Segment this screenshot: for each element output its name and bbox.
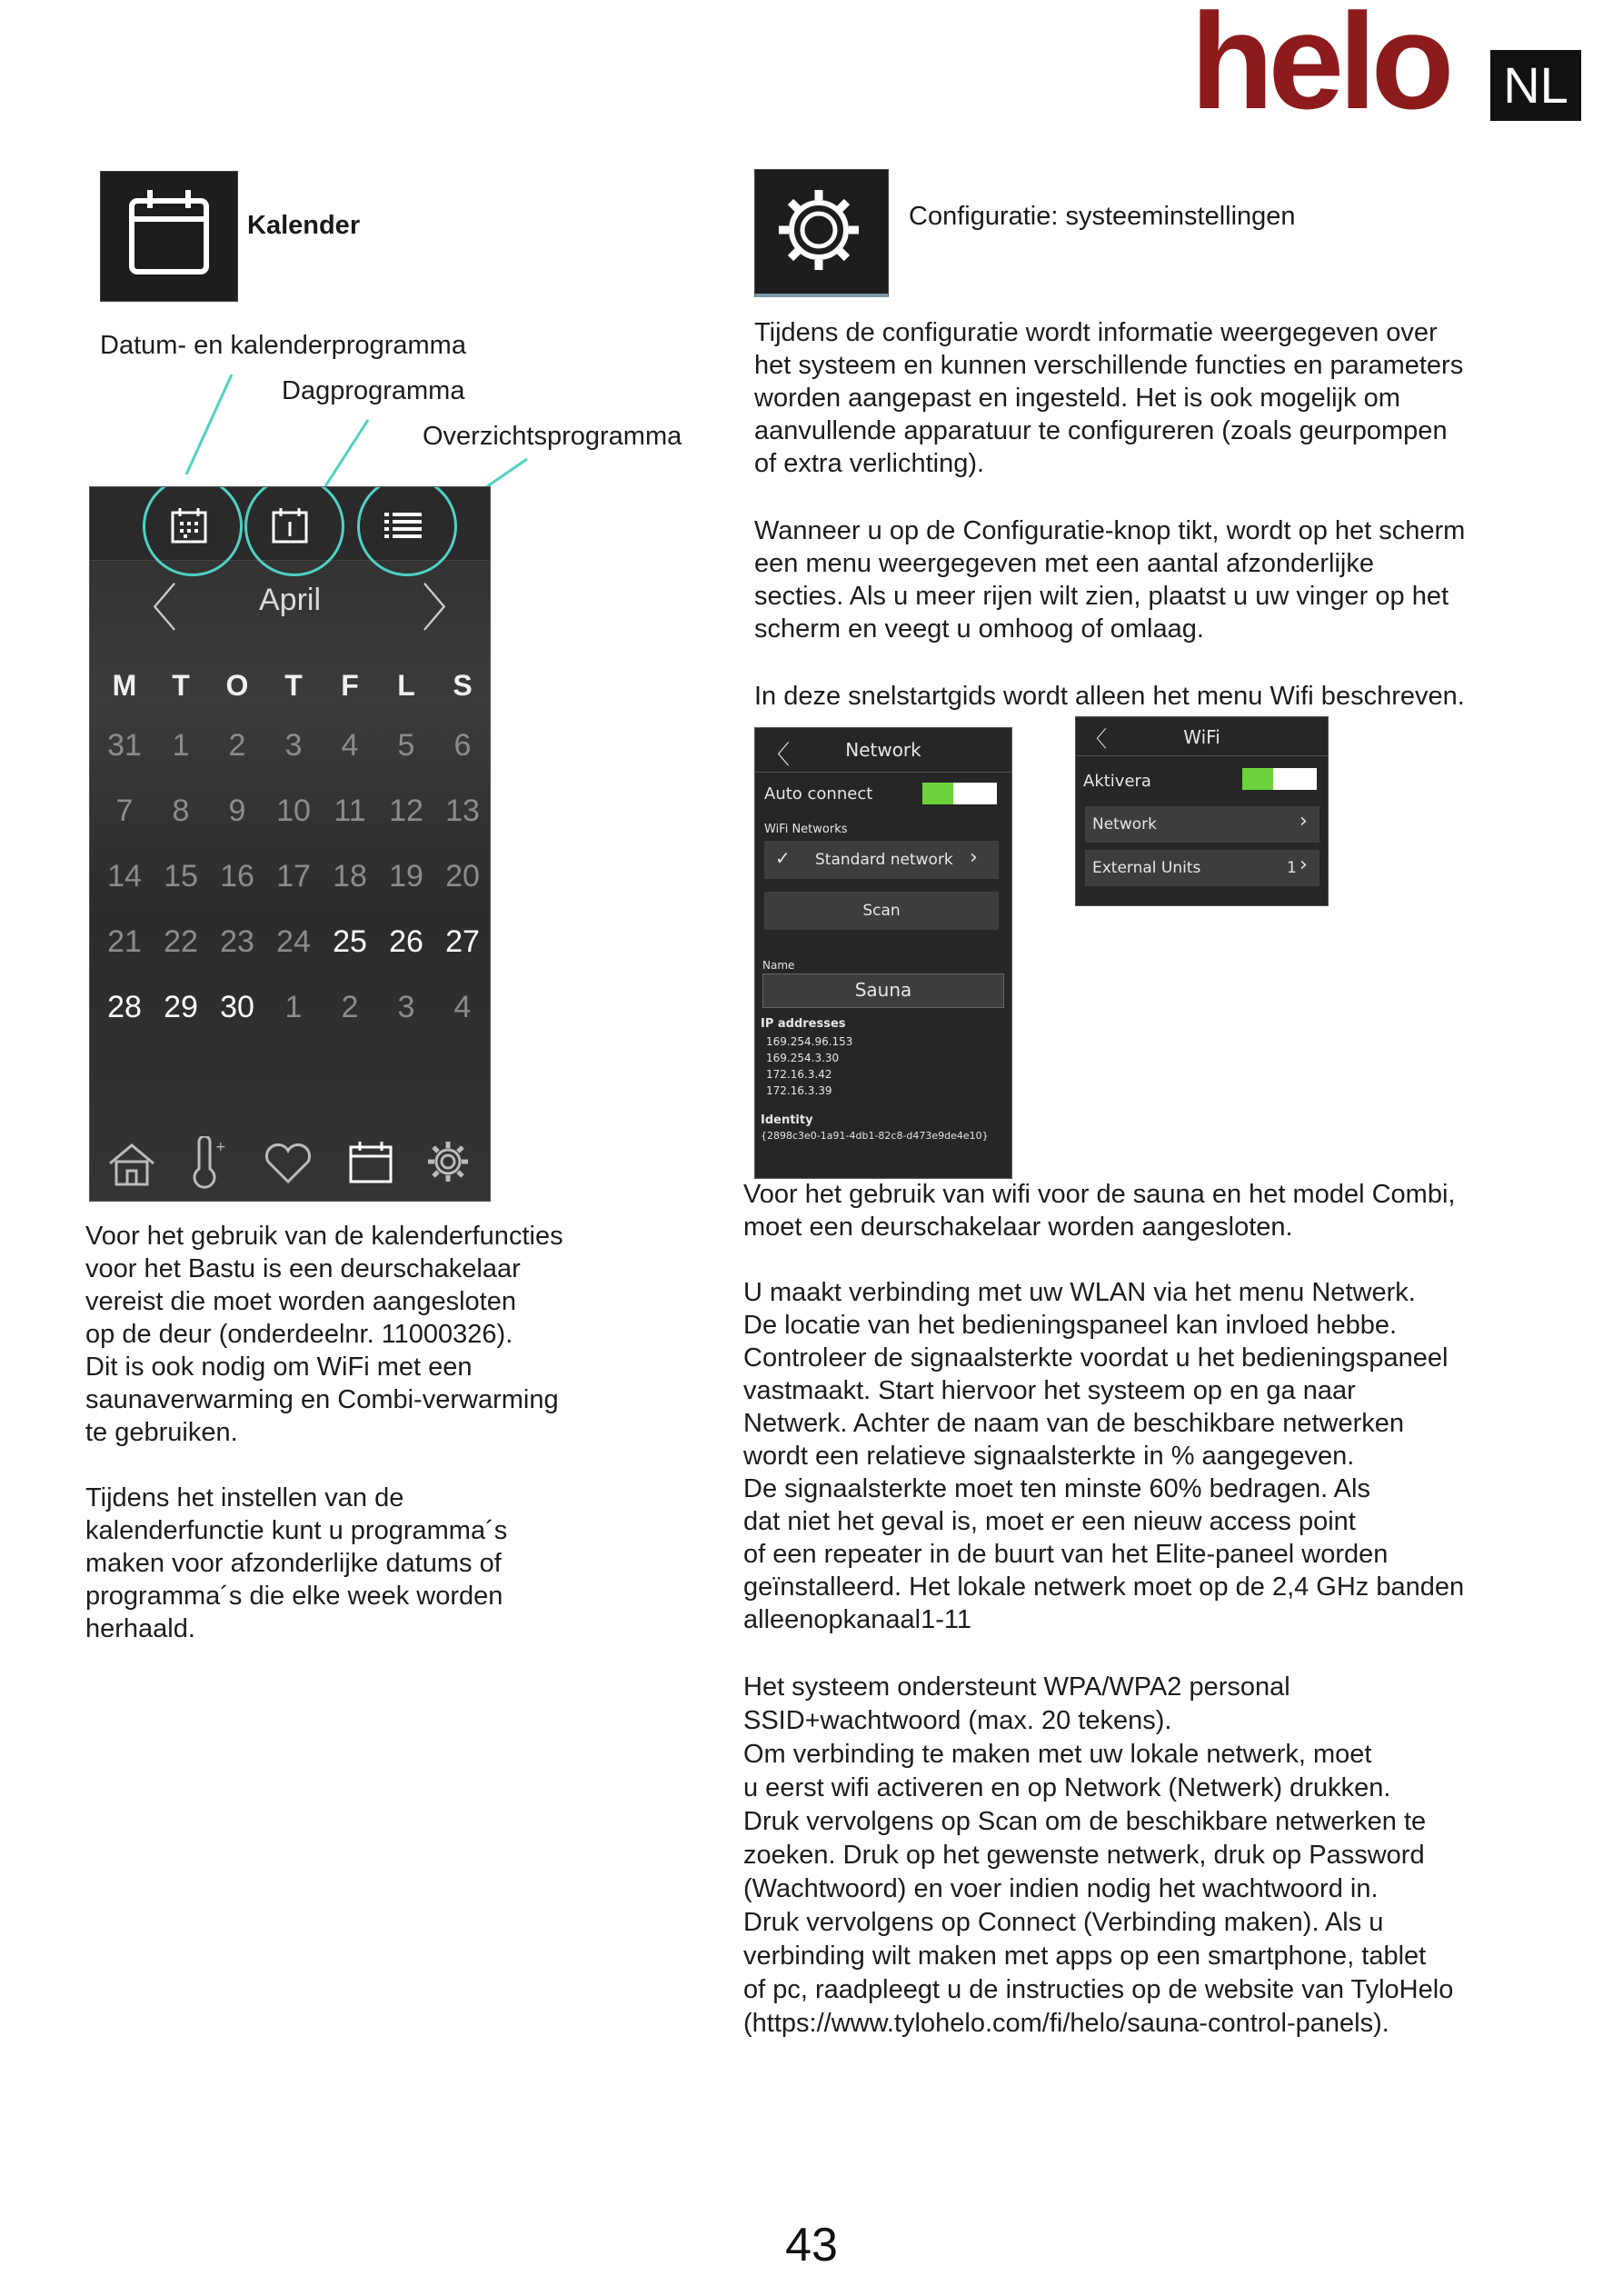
label-date-program: Datum- en kalenderprogramma — [100, 331, 466, 360]
check-icon: ✓ — [775, 847, 791, 869]
calendar-day[interactable]: 30 — [220, 990, 254, 1024]
brand-logo: helo — [1190, 0, 1449, 137]
weekday-label: S — [453, 669, 473, 702]
calendar-day[interactable]: 13 — [445, 794, 480, 828]
calendar-day[interactable]: 19 — [389, 859, 423, 893]
scan-button[interactable] — [764, 892, 999, 930]
calendar-icon[interactable] — [347, 1138, 394, 1190]
calendar-day[interactable]: 26 — [389, 924, 423, 959]
ip-address: 172.16.3.39 — [766, 1084, 832, 1097]
weekday-label: M — [112, 669, 137, 702]
label-day-program: Dagprogramma — [282, 376, 465, 405]
calendar-day[interactable]: 21 — [107, 924, 142, 959]
calendar-paragraph-2: Tijdens het instellen van de kalenderfunctie kunt u programma´s maken voor afzonderlijke datums of programma´s die elke week worden herhaald. — [85, 1483, 508, 1643]
ip-list — [766, 1033, 852, 1099]
calendar-day[interactable]: 27 — [445, 924, 480, 959]
calendar-day[interactable]: 12 — [389, 794, 423, 828]
calendar-day[interactable]: 28 — [107, 990, 142, 1024]
ip-address: 172.16.3.42 — [766, 1068, 832, 1081]
external-units-label: External Units — [1092, 859, 1201, 877]
network-screen — [754, 727, 1012, 1179]
calendar-day[interactable]: 1 — [284, 990, 303, 1024]
calendar-day[interactable]: 23 — [220, 924, 254, 959]
label-overview-program: Overzichtsprogramma — [423, 422, 682, 451]
page-number: 43 — [785, 2219, 838, 2271]
calendar-day[interactable]: 9 — [228, 794, 246, 828]
wifi-screen — [1075, 716, 1329, 906]
scan-label: Scan — [862, 902, 901, 920]
weekday-label: L — [397, 669, 415, 702]
toggle-on-indicator — [1242, 768, 1273, 790]
standard-network-row[interactable] — [764, 841, 999, 879]
config-paragraph-1: Tijdens de configuratie wordt informatie weergegeven over het systeem en kunnen verschillende functies en parameters worden aangepast en ingesteld. Het is ook mogelijk om aanvullende apparatuur te configureren (zoals geurpompen of extra verlichting). — [754, 318, 1464, 478]
calendar-day[interactable]: 25 — [333, 924, 367, 959]
wifi-title: WiFi — [1183, 726, 1220, 748]
day-program-highlight — [244, 486, 344, 576]
weekday-label: O — [225, 669, 249, 702]
calendar-day[interactable]: 10 — [276, 794, 311, 828]
name-value: Sauna — [854, 979, 912, 1001]
config-paragraph-3: In deze snelstartgids wordt alleen het menu Wifi beschreven. — [754, 682, 1465, 711]
weekday-label: T — [172, 669, 190, 702]
wifi-networks-label: WiFi Networks — [764, 823, 848, 836]
back-button[interactable]: 〈 — [764, 740, 791, 770]
wifi-toggle[interactable] — [1242, 768, 1317, 790]
callout-lines — [0, 0, 727, 564]
calendar-day[interactable]: 4 — [453, 990, 472, 1024]
toggle-on-indicator — [922, 783, 953, 804]
standard-network-label: Standard network — [815, 851, 953, 869]
identity-value: {2898c3e0-1a91-4db1-82c8-d473e9de4e10} — [761, 1130, 989, 1142]
home-icon[interactable] — [106, 1142, 157, 1192]
chevron-right-icon: › — [1299, 854, 1308, 876]
gear-icon[interactable] — [424, 1138, 472, 1190]
aktivera-label: Aktivera — [1083, 772, 1151, 791]
calendar-day[interactable]: 24 — [276, 924, 311, 959]
back-button[interactable]: 〈 — [1085, 726, 1107, 752]
chevron-right-icon: › — [1299, 810, 1308, 833]
ip-address: 169.254.96.153 — [766, 1035, 853, 1048]
calendar-day[interactable]: 18 — [333, 859, 367, 893]
bottom-nav — [90, 1123, 490, 1201]
calendar-day[interactable]: 11 — [334, 794, 366, 828]
thermometer-icon[interactable] — [190, 1136, 226, 1193]
calendar-day[interactable]: 16 — [220, 859, 254, 893]
network-label: Network — [1092, 815, 1157, 834]
month-label: April — [258, 583, 322, 617]
name-field[interactable] — [762, 973, 1004, 1008]
heart-icon[interactable] — [263, 1143, 314, 1190]
calendar-day[interactable]: 17 — [276, 859, 311, 893]
wifi-paragraph-2: U maakt verbinding met uw WLAN via het menu Netwerk. De locatie van het bedieningspaneel kan invloed hebbe. Controleer de signaalsterkte voordat u het bedieningspaneel vastmaakt. Start hiervoor het systeem op en ga naar Netwerk. Achter de naam van de beschikbare netwerken wordt een relatieve signaalsterkte in % aangegeven. De signaalsterkte moet ten minste 60% bedragen. Als dat niet het geval is, moet er een nieuw access point of een repeater in de buurt van het Elite-paneel worden geïnstalleerd. Het lokale netwerk moet op de 2,4 GHz banden alleenopkanaal1-11 — [743, 1278, 1465, 1634]
ip-address: 169.254.3.30 — [766, 1052, 840, 1064]
calendar-day[interactable]: 5 — [397, 728, 415, 763]
calendar-day[interactable]: 1 — [172, 728, 190, 763]
prev-month-button[interactable]: 〈 — [126, 580, 177, 639]
calendar-day[interactable]: 22 — [164, 924, 198, 959]
network-title: Network — [845, 739, 921, 761]
chevron-right-icon: › — [970, 846, 978, 869]
calendar-day[interactable]: 2 — [228, 728, 246, 763]
external-units-row[interactable] — [1085, 850, 1319, 886]
calendar-day[interactable]: 3 — [284, 728, 303, 763]
calendar-day[interactable]: 6 — [453, 728, 472, 763]
calendar-day[interactable]: 14 — [107, 859, 142, 893]
svg-text:+: + — [215, 1140, 226, 1154]
calendar-day[interactable]: 20 — [445, 859, 480, 893]
wifi-paragraph-3: Het systeem ondersteunt WPA/WPA2 personal SSID+wachtwoord (max. 20 tekens). Om verbinding te maken met uw lokale netwerk, moet u eerst wifi activeren en op Network (Netwerk) drukken. Druk vervolgens op Scan om de beschikbare netwerken te zoeken. Druk op het gewenste netwerk, druk op Password (Wachtwoord) en voer indien nodig het wachtwoord in. Druk vervolgens op Connect (Verbinding maken). Als u verbinding wilt maken met apps op een smartphone, tablet of pc, raadpleegt u de instructies op de website van TyloHelo (https://www.tylohelo.com/fi/helo/sauna-control-panels). — [743, 1672, 1454, 2038]
identity-label: Identity — [761, 1113, 813, 1127]
ip-label: IP addresses — [761, 1017, 846, 1031]
date-program-highlight — [143, 486, 243, 576]
calendar-day[interactable]: 31 — [107, 728, 142, 763]
country-badge: NL — [1490, 50, 1581, 121]
gear-icon — [754, 169, 889, 297]
auto-connect-toggle[interactable] — [922, 783, 997, 804]
calendar-title: Kalender — [247, 211, 361, 240]
network-row[interactable] — [1085, 806, 1319, 843]
next-month-button[interactable]: 〉 — [422, 580, 473, 639]
calendar-day[interactable]: 4 — [341, 728, 359, 763]
auto-connect-label: Auto connect — [764, 784, 873, 804]
config-title: Configuratie: systeeminstellingen — [909, 202, 1296, 231]
wifi-paragraph-1: Voor het gebruik van wifi voor de sauna en het model Combi, moet een deurschakelaar worden aangesloten. — [743, 1180, 1456, 1242]
calendar-day[interactable]: 8 — [172, 794, 190, 828]
external-units-count: 1 — [1287, 859, 1297, 877]
name-label: Name — [762, 959, 795, 972]
calendar-day[interactable]: 3 — [397, 990, 415, 1024]
calendar-screen — [89, 486, 491, 1202]
overview-program-highlight — [357, 486, 457, 576]
calendar-day[interactable]: 7 — [115, 794, 134, 828]
config-paragraph-2: Wanneer u op de Configuratie-knop tikt, wordt op het scherm een menu weergegeven met een aantal afzonderlijke secties. Als u meer rijen wilt zien, plaatst u uw vinger op het scherm en veegt u omhoog of omlaag. — [754, 516, 1466, 644]
calendar-paragraph-1: Voor het gebruik van de kalenderfuncties voor het Bastu is een deurschakelaar vereist die moet worden aangesloten op de deur (onderdeelnr. 11000326). Dit is ook nodig om WiFi met een saunaverwarming en Combi-verwarming te gebruiken. — [85, 1222, 563, 1447]
weekday-label: F — [341, 669, 359, 702]
calendar-day[interactable]: 2 — [341, 990, 359, 1024]
calendar-day[interactable]: 15 — [164, 859, 198, 893]
calendar-day[interactable]: 29 — [164, 990, 198, 1024]
weekday-label: T — [284, 669, 303, 702]
